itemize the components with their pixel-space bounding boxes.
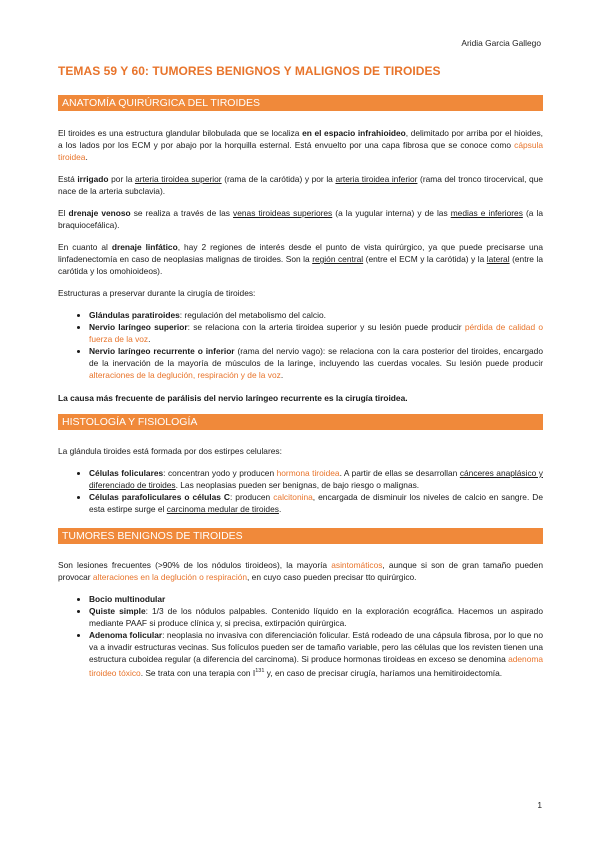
paragraph-irrigacion: Está irrigado por la arteria tiroidea superior (rama de la carótida) y por la arteria tiroidea inferior (rama del tronco tirocervical, que nace de la arteria subclavia). bbox=[58, 174, 544, 196]
list-item: • Bocio multinodular bbox=[89, 593, 543, 605]
paragraph-drenaje-venoso: El drenaje venoso se realiza a través de las venas tiroideas superiores (a la yugular interna) y de las medias e inferiores (a la braquiocefálica). bbox=[58, 208, 543, 230]
note-paralisis: La causa más frecuente de parálisis del nervio laríngeo recurrente es la cirugía tiroidea. bbox=[58, 393, 408, 403]
list-item: • Nervio laríngeo superior: se relaciona con la arteria tiroidea superior y su lesión puede producir pérdida de calidad o fuerza de la voz. bbox=[89, 321, 543, 345]
section-heading-histologia: HISTOLOGÍA Y FISIOLOGÍA bbox=[58, 414, 543, 430]
page-number: 1 bbox=[537, 800, 542, 810]
list-item: • Células parafoliculares o células C: producen calcitonina, encargada de disminuir los niveles de calcio en sangre. De esta estirpe surge el carcinoma medular de tiroides. bbox=[89, 491, 543, 515]
paragraph-localizacion: El tiroides es una estructura glandular bilobulada que se localiza en el espacio infrahioideo, delimitado por arriba por el hioides, a los lados por los ECM y por abajo por la horquilla esternal. Está envuelto por una capa fibrosa que se conoce como cápsula tiroidea. bbox=[58, 128, 544, 162]
list-item: • Células foliculares: concentran yodo y producen hormona tiroidea. A partir de ellas se desarrollan cánceres anaplásico y diferenciado de tiroides. Las neoplasias pueden ser benignas, de bajo riesgo o malignas. bbox=[89, 467, 543, 491]
paragraph-drenaje-linfatico: En cuanto al drenaje linfático, hay 2 regiones de interés desde el punto de vista quirúrgico, ya que puede precisarse una linfadenectomía en caso de neoplasias malignas de tiroides. Son la región central (entre el ECM y la carótida) y la lateral (entre la carótida y los omohioideos). bbox=[58, 242, 543, 276]
author-name: Aridia Garcia Gallego bbox=[461, 38, 541, 48]
paragraph-estirpes: La glándula tiroides está formada por dos estirpes celulares: bbox=[58, 446, 282, 456]
document-body bbox=[58, 64, 543, 679]
list-estirpes bbox=[58, 467, 543, 515]
list-item: • Nervio laríngeo recurrente o inferior (rama del nervio vago): se relaciona con la cara posterior del tiroides, encargado de la inervación de la mayoría de músculos de la laringe, incluyendo las cuerdas vocales. Su lesión puede producir alteraciones de la deglución, respiración y de la voz. bbox=[89, 345, 543, 381]
paragraph-estructuras: Estructuras a preservar durante la cirugía de tiroides: bbox=[58, 288, 256, 298]
list-item: • Quiste simple: 1/3 de los nódulos palpables. Contenido líquido en la exploración ecográfica. Hacemos un aspirado mediante PAAF si produce clínica y, si precisa, extirpación quirúrgica. bbox=[89, 605, 543, 629]
page-title: TEMAS 59 Y 60: TUMORES BENIGNOS Y MALIGNOS DE TIROIDES bbox=[58, 64, 441, 78]
list-item: • Adenoma folicular: neoplasia no invasiva con diferenciación folicular. Está rodeado de una cápsula fibrosa, por lo que no va a invadir estructuras vecinas. Sus folículos pueden ser de tamaño variable, pero las células que los revisten tienen una estructura cuboidea regular (a diferencia del carcinoma). Si produce hormonas tiroideas en exceso se denomina adenoma tiroideo tóxico. Se trata con una terapia con $I^{131}$ y, en caso de precisar cirugía, haríamos una hemitiroidectomía. bbox=[89, 629, 543, 679]
paragraph-lesiones: Son lesiones frecuentes (>90% de los nódulos tiroideos), la mayoría asintomáticos, aunque si son de gran tamaño pueden provocar alteraciones en la deglución o respiración, en cuyo caso pueden precisar tto quirúrgico. bbox=[58, 560, 543, 582]
section-heading-anatomia: ANATOMÍA QUIRÚRGICA DEL TIROIDES bbox=[58, 95, 543, 111]
list-benignos bbox=[58, 593, 543, 679]
list-item: • Glándulas paratiroides: regulación del metabolismo del calcio. bbox=[89, 309, 543, 321]
section-heading-benignos: TUMORES BENIGNOS DE TIROIDES bbox=[58, 528, 543, 544]
list-estructuras bbox=[58, 309, 543, 381]
